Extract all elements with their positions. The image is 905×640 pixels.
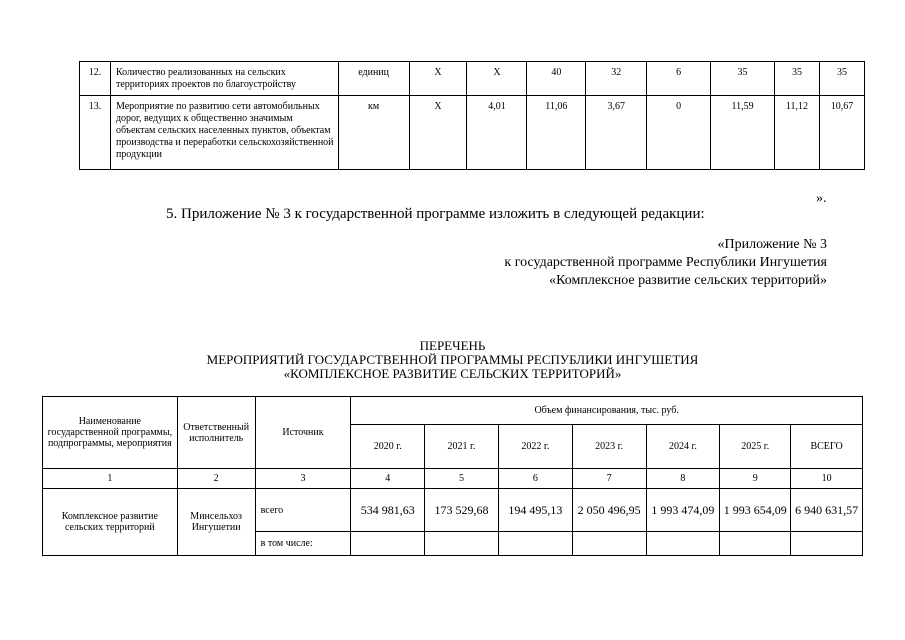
indicator-value: 4,01 bbox=[467, 96, 527, 170]
header-name: Наименование государственной программы, подпрограммы, мероприятия bbox=[43, 397, 178, 469]
indicator-value: Х bbox=[409, 96, 467, 170]
indicator-row bbox=[80, 96, 865, 170]
column-number: 4 bbox=[351, 469, 425, 489]
column-number: 5 bbox=[425, 469, 499, 489]
indicator-name: Мероприятие по развитию сети автомобильных дорог, ведущих к общественно значимым объектам сельских населенных пунктов, объектам производства и переработки сельскохозяйственной продукции bbox=[110, 96, 338, 170]
column-number: 3 bbox=[255, 469, 351, 489]
column-number: 2 bbox=[177, 469, 255, 489]
financing-total: 6 940 631,57 bbox=[791, 489, 863, 532]
program-name: Комплексное развитие сельских территорий bbox=[43, 489, 178, 556]
program-executor: Минсельхоз Ингушетии bbox=[177, 489, 255, 556]
financing-value: 1 993 474,09 bbox=[646, 489, 720, 532]
indicator-value: 35 bbox=[775, 62, 820, 96]
indicator-value: 11,06 bbox=[527, 96, 586, 170]
title-line: МЕРОПРИЯТИЙ ГОСУДАРСТВЕННОЙ ПРОГРАММЫ РЕСПУБЛИКИ ИНГУШЕТИЯ bbox=[206, 352, 699, 367]
header-year: 2021 г. bbox=[425, 425, 499, 469]
indicator-value: 40 bbox=[527, 62, 586, 96]
source-including: в том числе: bbox=[255, 532, 351, 556]
financing-value: 173 529,68 bbox=[425, 489, 499, 532]
indicator-name: Количество реализованных на сельских территориях проектов по благоустройству bbox=[110, 62, 338, 96]
row-number: 12. bbox=[80, 62, 111, 96]
indicator-value: Х bbox=[467, 62, 527, 96]
column-number: 6 bbox=[498, 469, 572, 489]
header-executor: Ответственный исполнитель bbox=[177, 397, 255, 469]
header-year: 2022 г. bbox=[498, 425, 572, 469]
source-total: всего bbox=[255, 489, 351, 532]
header-year: 2020 г. bbox=[351, 425, 425, 469]
column-number: 10 bbox=[791, 469, 863, 489]
header-year: 2023 г. bbox=[572, 425, 646, 469]
column-numbers-row bbox=[43, 469, 863, 489]
title-line: ПЕРЕЧЕНЬ bbox=[419, 338, 486, 353]
indicator-unit: км bbox=[338, 96, 409, 170]
indicator-value: 11,59 bbox=[711, 96, 775, 170]
indicator-value: 6 bbox=[647, 62, 711, 96]
closing-quote: ». bbox=[816, 191, 827, 206]
appendix-line: «Комплексное развитие сельских территорий» bbox=[549, 273, 827, 288]
measures-table bbox=[42, 396, 863, 556]
financing-value: 1 993 654,09 bbox=[720, 489, 791, 532]
indicator-row bbox=[80, 62, 865, 96]
indicator-value: 32 bbox=[586, 62, 647, 96]
list-title bbox=[0, 339, 905, 381]
financing-value: 534 981,63 bbox=[351, 489, 425, 532]
indicator-value: Х bbox=[409, 62, 467, 96]
indicator-value: 11,12 bbox=[775, 96, 820, 170]
column-number: 8 bbox=[646, 469, 720, 489]
indicator-value: 0 bbox=[647, 96, 711, 170]
row-number: 13. bbox=[80, 96, 111, 170]
program-row bbox=[43, 489, 863, 532]
indicator-value: 3,67 bbox=[586, 96, 647, 170]
indicator-value: 35 bbox=[819, 62, 864, 96]
appendix-line: к государственной программе Республики Ингушетия bbox=[504, 255, 827, 270]
column-number: 1 bbox=[43, 469, 178, 489]
column-number: 9 bbox=[720, 469, 791, 489]
indicator-unit: единиц bbox=[338, 62, 409, 96]
indicator-value: 10,67 bbox=[819, 96, 864, 170]
financing-value: 194 495,13 bbox=[498, 489, 572, 532]
appendix-line: «Приложение № 3 bbox=[717, 237, 827, 252]
header-total: ВСЕГО bbox=[791, 425, 863, 469]
appendix-heading bbox=[504, 236, 827, 290]
column-number: 7 bbox=[572, 469, 646, 489]
header-source: Источник bbox=[255, 397, 351, 469]
title-line: «КОМПЛЕКСНОЕ РАЗВИТИЕ СЕЛЬСКИХ ТЕРРИТОРИЙ» bbox=[283, 366, 622, 381]
header-financing: Объем финансирования, тыс. руб. bbox=[351, 397, 863, 425]
indicators-table bbox=[79, 61, 865, 170]
header-year: 2025 г. bbox=[720, 425, 791, 469]
indicator-value: 35 bbox=[711, 62, 775, 96]
header-year: 2024 г. bbox=[646, 425, 720, 469]
financing-value: 2 050 496,95 bbox=[572, 489, 646, 532]
point-5-paragraph: 5. Приложение № 3 к государственной программе изложить в следующей редакции: bbox=[166, 206, 705, 222]
